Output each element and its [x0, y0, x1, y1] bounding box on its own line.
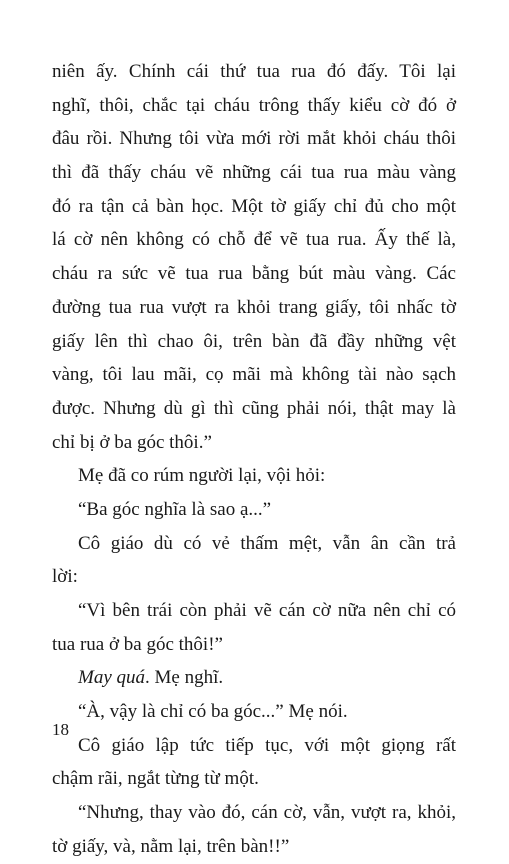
text-line: Mẹ đã co rúm người lại, vội hỏi: [78, 465, 326, 487]
text-line: nghĩ, thôi, chắc tại cháu trông thấy kiểu cờ đó ở [52, 94, 456, 116]
text-line: giấy lên thì chao ôi, trên bàn đã đầy những vệt [52, 330, 456, 352]
text-fragment: . Mẹ nghĩ. [145, 667, 224, 689]
text-line: lá cờ nên không có chỗ để vẽ tua rua. Ấy thế là, [52, 229, 456, 251]
text-line: chậm rãi, ngắt từng từ một. [52, 768, 259, 790]
text-line: “Nhưng, thay vào đó, cán cờ, vẫn, vượt ra, khỏi, [78, 802, 456, 824]
text-line: “À, vậy là chỉ có ba góc...” Mẹ nói. [78, 701, 348, 723]
page-number: 18 [52, 720, 69, 739]
text-line: cháu ra sức vẽ tua rua bằng bút màu vàng. Các [52, 263, 456, 285]
text-line: đường tua rua vượt ra khỏi trang giấy, tôi nhấc tờ [52, 296, 456, 318]
text-line: được. Nhưng dù gì thì cũng phải nói, thật may là [52, 397, 456, 419]
text-line: Cô giáo dù có vẻ thấm mệt, vẫn ân cần trả [78, 532, 456, 554]
text-line: đâu rồi. Nhưng tôi vừa mới rời mắt khỏi cháu thôi [52, 128, 456, 150]
text-line: “Ba góc nghĩa là sao ạ...” [78, 498, 272, 520]
text-line: lời: [52, 566, 78, 588]
text-line: vàng, tôi lau mãi, cọ mãi mà không tài nào sạch [52, 364, 456, 386]
text-line: tờ giấy, và, nằm lại, trên bàn!!” [52, 835, 290, 857]
italic-phrase: May quá [78, 667, 146, 689]
text-line: thì đã thấy cháu vẽ những cái tua rua màu vàng [52, 162, 456, 184]
text-line: tua rua ở ba góc thôi!” [52, 633, 223, 655]
text-line: Cô giáo lập tức tiếp tục, với một giọng rất [78, 734, 456, 756]
text-line: đó ra tận cả bàn học. Một tờ giấy chỉ đủ cho một [52, 195, 456, 217]
book-page-body [52, 55, 456, 864]
text-line [52, 661, 456, 695]
text-line: chỉ bị ở ba góc thôi.” [52, 431, 212, 453]
text-line: “Vì bên trái còn phải vẽ cán cờ nữa nên chỉ có [78, 600, 456, 621]
text-line: niên ấy. Chính cái thứ tua rua đó đấy. Tôi lại [52, 61, 456, 82]
